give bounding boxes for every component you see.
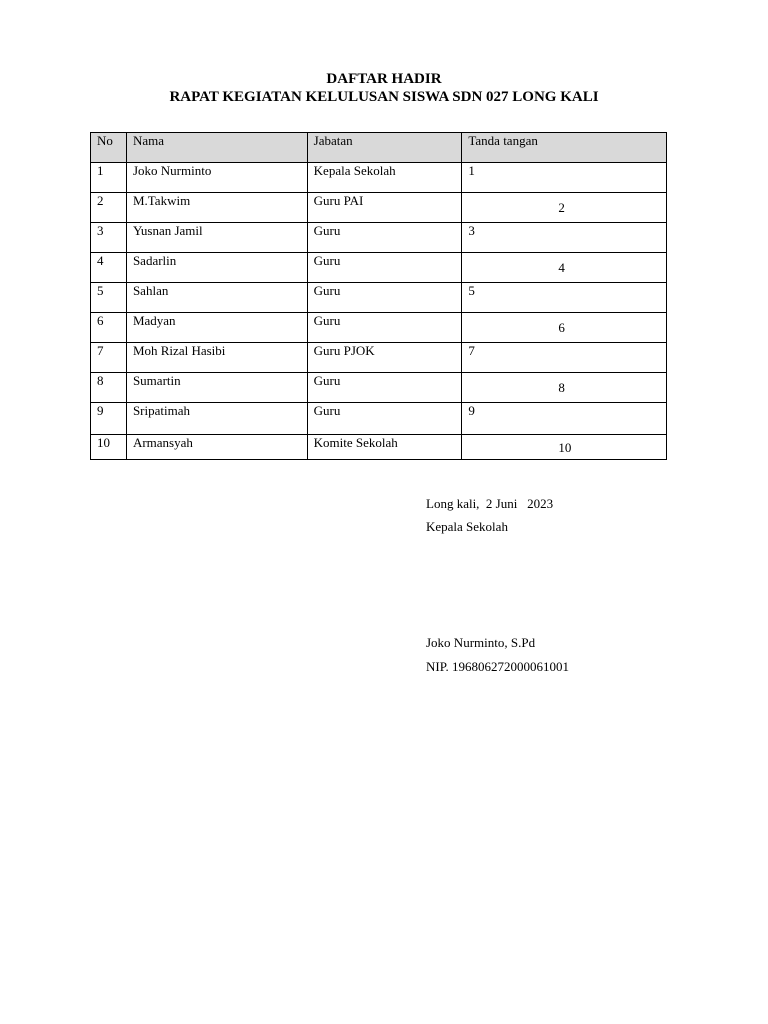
cell-nama-text: Madyan <box>132 313 176 328</box>
cell-no-text: 1 <box>97 163 104 178</box>
cell-tanda-tangan <box>462 403 667 435</box>
cell-jabatan <box>307 253 462 283</box>
table-row <box>91 435 667 460</box>
cell-no <box>91 193 127 223</box>
table-row <box>91 403 667 435</box>
cell-nama <box>126 163 307 193</box>
column-header-jabatan: Jabatan <box>307 133 462 163</box>
cell-nama <box>126 223 307 253</box>
table-header-row <box>91 133 667 163</box>
cell-nama <box>126 373 307 403</box>
table-row <box>91 373 667 403</box>
table-row <box>91 253 667 283</box>
cell-nama-text: Sahlan <box>132 283 169 298</box>
cell-jabatan <box>307 283 462 313</box>
cell-no <box>91 283 127 313</box>
cell-jabatan-text: Komite Sekolah <box>313 435 398 450</box>
cell-no <box>91 343 127 373</box>
cell-jabatan <box>307 223 462 253</box>
column-header-nama: Nama <box>126 133 307 163</box>
signature-number: 4 <box>558 260 565 275</box>
cell-jabatan <box>307 313 462 343</box>
signature-number: 5 <box>468 283 475 298</box>
document-subtitle: RAPAT KEGIATAN KELULUSAN SISWA SDN 027 LONG KALI <box>169 89 599 105</box>
signature-number: 6 <box>558 320 565 335</box>
cell-tanda-tangan <box>462 193 667 223</box>
cell-jabatan-text: Guru <box>313 313 341 328</box>
cell-jabatan-text: Guru <box>313 283 341 298</box>
cell-nama-text: Moh Rizal Hasibi <box>132 343 226 358</box>
table-row <box>91 313 667 343</box>
cell-nama <box>126 193 307 223</box>
cell-no-text: 4 <box>97 253 104 268</box>
cell-nama-text: Joko Nurminto <box>132 163 212 178</box>
cell-nama <box>126 435 307 460</box>
cell-jabatan-text: Guru <box>313 223 341 238</box>
cell-no <box>91 403 127 435</box>
signature-number: 7 <box>468 343 475 358</box>
cell-no-text: 6 <box>97 313 104 328</box>
cell-jabatan <box>307 403 462 435</box>
cell-nama <box>126 283 307 313</box>
cell-jabatan-text: Guru <box>313 373 341 388</box>
cell-jabatan <box>307 435 462 460</box>
cell-no <box>91 223 127 253</box>
table-row <box>91 283 667 313</box>
cell-no-text: 3 <box>97 223 104 238</box>
table-row <box>91 163 667 193</box>
cell-no-text: 9 <box>97 403 104 418</box>
cell-nama-text: Sumartin <box>132 373 181 388</box>
cell-tanda-tangan <box>462 283 667 313</box>
cell-tanda-tangan <box>462 253 667 283</box>
signature-number: 3 <box>468 223 475 238</box>
cell-tanda-tangan <box>462 343 667 373</box>
signature-name: Joko Nurminto, S.Pd <box>426 635 536 650</box>
cell-no-text: 7 <box>97 343 104 358</box>
cell-jabatan-text: Guru PJOK <box>313 343 375 358</box>
cell-tanda-tangan <box>462 435 667 460</box>
cell-nama-text: Sadarlin <box>132 253 177 268</box>
cell-no <box>91 313 127 343</box>
cell-no <box>91 253 127 283</box>
cell-jabatan <box>307 193 462 223</box>
signature-number: 9 <box>468 403 475 418</box>
signature-role: Kepala Sekolah <box>426 519 508 534</box>
cell-no-text: 5 <box>97 283 104 298</box>
signature-place-date: Long kali, 2 Juni 2023 <box>426 496 554 511</box>
table-row <box>91 223 667 253</box>
cell-jabatan-text: Guru <box>313 403 341 418</box>
signature-number: 1 <box>468 163 475 178</box>
cell-nama <box>126 403 307 435</box>
signature-number: 2 <box>558 200 565 215</box>
cell-jabatan <box>307 343 462 373</box>
cell-jabatan-text: Guru <box>313 253 341 268</box>
cell-nama-text: Sripatimah <box>132 403 190 418</box>
cell-tanda-tangan <box>462 373 667 403</box>
cell-no <box>91 435 127 460</box>
cell-jabatan-text: Guru PAI <box>313 193 364 208</box>
cell-no <box>91 163 127 193</box>
cell-jabatan <box>307 373 462 403</box>
cell-jabatan <box>307 163 462 193</box>
cell-nama <box>126 343 307 373</box>
cell-nama <box>126 253 307 283</box>
cell-nama-text: Yusnan Jamil <box>132 223 203 238</box>
cell-no <box>91 373 127 403</box>
cell-tanda-tangan <box>462 313 667 343</box>
cell-tanda-tangan <box>462 223 667 253</box>
cell-nama-text: M.Takwim <box>132 193 191 208</box>
cell-no-text: 10 <box>97 435 110 450</box>
cell-no-text: 2 <box>97 193 104 208</box>
column-header-no: No <box>91 133 127 163</box>
document-title: DAFTAR HADIR <box>326 71 442 87</box>
signature-number: 10 <box>558 440 572 455</box>
signature-number: 8 <box>558 380 565 395</box>
table-row <box>91 193 667 223</box>
signature-nip: NIP. 196806272000061001 <box>426 659 570 674</box>
cell-no-text: 8 <box>97 373 104 388</box>
attendance-table <box>90 132 667 460</box>
cell-nama-text: Armansyah <box>132 435 193 450</box>
column-header-tanda-tangan: Tanda tangan <box>462 133 667 163</box>
cell-nama <box>126 313 307 343</box>
cell-tanda-tangan <box>462 163 667 193</box>
table-row <box>91 343 667 373</box>
cell-jabatan-text: Kepala Sekolah <box>313 163 396 178</box>
